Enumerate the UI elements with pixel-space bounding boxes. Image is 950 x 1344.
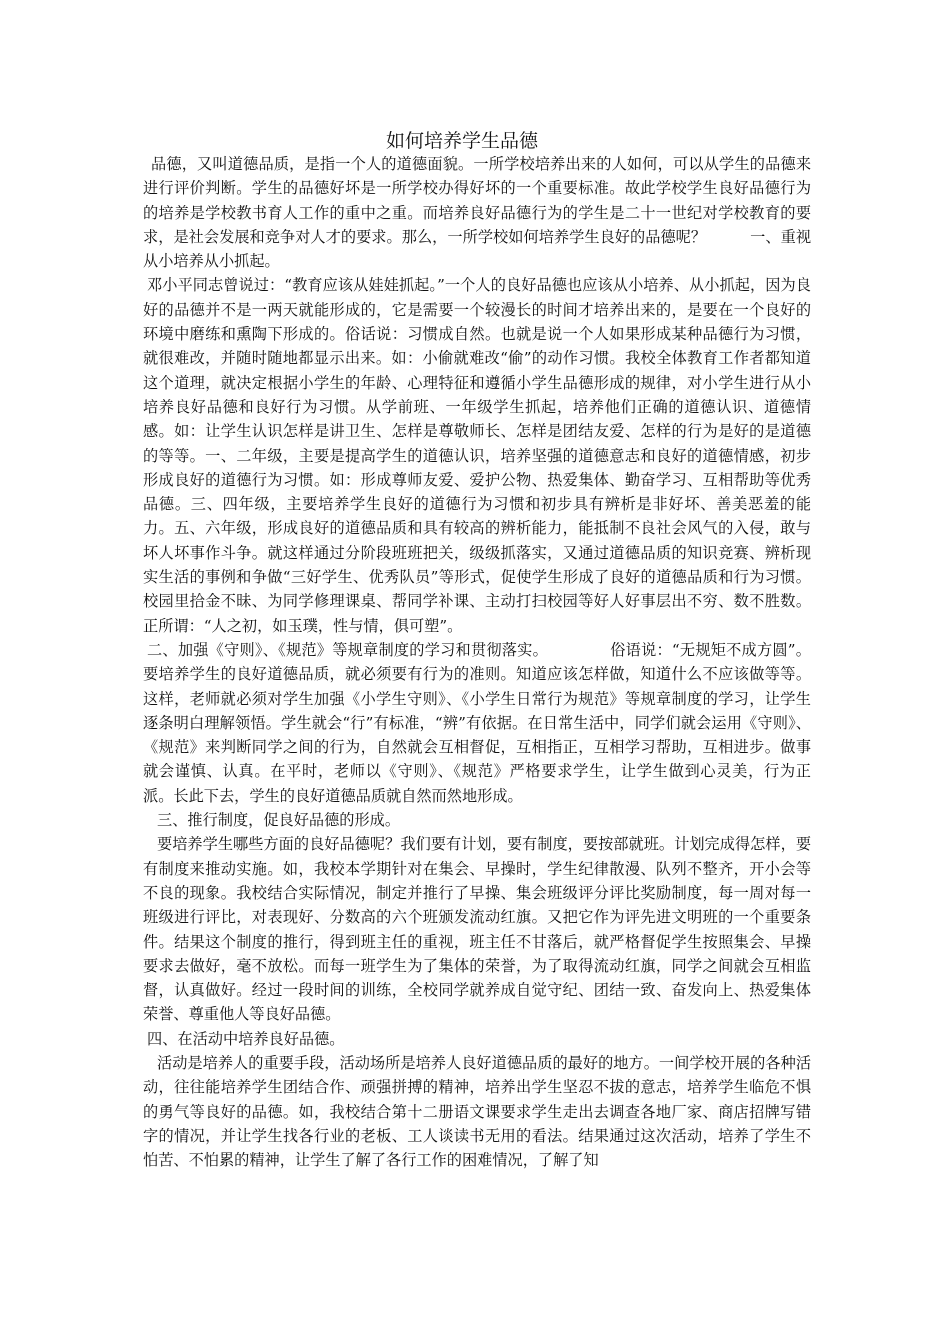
document-body [143,127,811,1172]
paragraph-section-2-text: 俗语说：“无规矩不成方圆”。要培养学生的良好道德品质，就必须要有行为的准则。知道应该怎样做，知道什么不应该做等等。这样，老师就必须对学生加强《小学生守则》、《小学生日常行为规范》等规章制度的学习，让学生逐条明白理解领悟。学生就会“行”有标准，“辨”有依据。在日常生活中，同学们就会运用《守则》、《规范》来判断同学之间的行为，自然就会互相督促，互相指正，互相学习帮助，互相进步。做事就会谨慎、认真。在平时，老师以《守则》、《规范》严格要求学生，让学生做到心灵美，行为正派。长此下去，学生的良好道德品质就自然而然地形成。 [143,640,811,805]
section-heading-2: 二、加强《守则》、《规范》等规章制度的学习和贯彻落实。 [147,640,549,659]
paragraph-section-1: 邓小平同志曾说过：“教育应该从娃娃抓起。”一个人的良好品德也应该从小培养、从小抓起，因为良好的品德并不是一两天就能形成的，它是需要一个较漫长的时间才培养出来的，是要在一个良好的环境中磨练和熏陶下形成的。俗话说：习惯成自然。也就是说一个人如果形成某种品德行为习惯，就很难改，并随时随地都显示出来。如：小偷就难改“偷”的动作习惯。我校全体教育工作者都知道这个道理，就决定根据小学生的年龄、心理特征和遵循小学生品德形成的规律，对小学生进行从小培养良好品德和良好行为习惯。从学前班、一年级学生抓起，培养他们正确的道德认识、道德情感。如：让学生认识怎样是讲卫生、怎样是尊敬师长、怎样是团结友爱、怎样的行为是好的是道德的等等。一、二年级，主要是提高学生的道德认识，培养坚强的道德意志和良好的道德情感，初步形成良好的道德行为习惯。如：形成尊师友爱、爱护公物、热爱集体、勤奋学习、互相帮助等优秀品德。三、四年级，主要培养学生良好的道德行为习惯和初步具有辨析是非好坏、善美恶羞的能力。五、六年级，形成良好的道德品质和具有较高的辨析能力，能抵制不良社会风气的入侵，敢与坏人坏事作斗争。就这样通过分阶段班班把关，级级抓落实，又通过道德品质的知识竞赛、辨析现实生活的事例和争做“三好学生、优秀队员”等形式，促使学生形成了良好的道德品质和行为习惯。校园里拾金不昧、为同学修理课桌、帮同学补课、主动打扫校园等好人好事层出不穷、数不胜数。正所谓：“人之初，如玉璞，性与情，俱可塑”。 [143,276,811,635]
section-heading-3: 三、推行制度，促良好品德的形成。 [157,811,400,830]
document-title: 如何培养学生品德 [385,130,538,152]
paragraph-intro [143,152,811,273]
paragraph-intro-text: 品德，又叫道德品质，是指一个人的道德面貌。一所学校培养出来的人如何，可以从学生的品德来进行评价判断。学生的品德好坏是一所学校办得好坏的一个重要标准。故此学校学生良好品德行为的培养是学校教书育人工作的重中之重。而培养良好品德行为的学生是二十一世纪对学校教育的要求，是社会发展和竞争对人才的要求。那么，一所学校如何培养学生良好的品德呢？ [143,155,811,246]
paragraph-section-2 [143,638,811,808]
section-heading-1: 一、重视从小培养从小抓起。 [143,227,812,271]
paragraph-section-3: 要培养学生哪些方面的良好品德呢？我们要有计划，要有制度，要按部就班。计划完成得怎样，要有制度来推动实施。如，我校本学期针对在集会、早操时，学生纪律散漫、队列不整齐，开小会等不良的现象。我校结合实际情况，制定并推行了早操、集会班级评分评比奖励制度，每一周对每一班级进行评比，对表现好、分数高的六个班颁发流动红旗。又把它作为评先进文明班的一个重要条件。结果这个制度的推行，得到班主任的重视，班主任不甘落后，就严格督促学生按照集会、早操要求去做好，毫不放松。而每一班学生为了集体的荣誉，为了取得流动红旗，同学之间就会互相监督，认真做好。经过一段时间的训练，全校同学就养成自觉守纪、团结一致、奋发向上、热爱集体荣誉、尊重他人等良好品德。 [143,835,811,1024]
paragraph-section-4: 活动是培养人的重要手段，活动场所是培养人良好道德品质的最好的地方。一间学校开展的各种活动，往往能培养学生团结合作、顽强拼搏的精神，培养出学生坚忍不拔的意志，培养学生临危不惧的勇气等良好的品德。如，我校结合第十二册语文课要求学生走出去调查各地厂家、商店招牌写错字的情况，并让学生找各行业的老板、工人谈读书无用的看法。结果通过这次活动，培养了学生不怕苦、不怕累的精神，让学生了解了各行工作的困难情况，了解了知 [143,1053,811,1170]
section-heading-4: 四、在活动中培养良好品德。 [147,1029,345,1048]
